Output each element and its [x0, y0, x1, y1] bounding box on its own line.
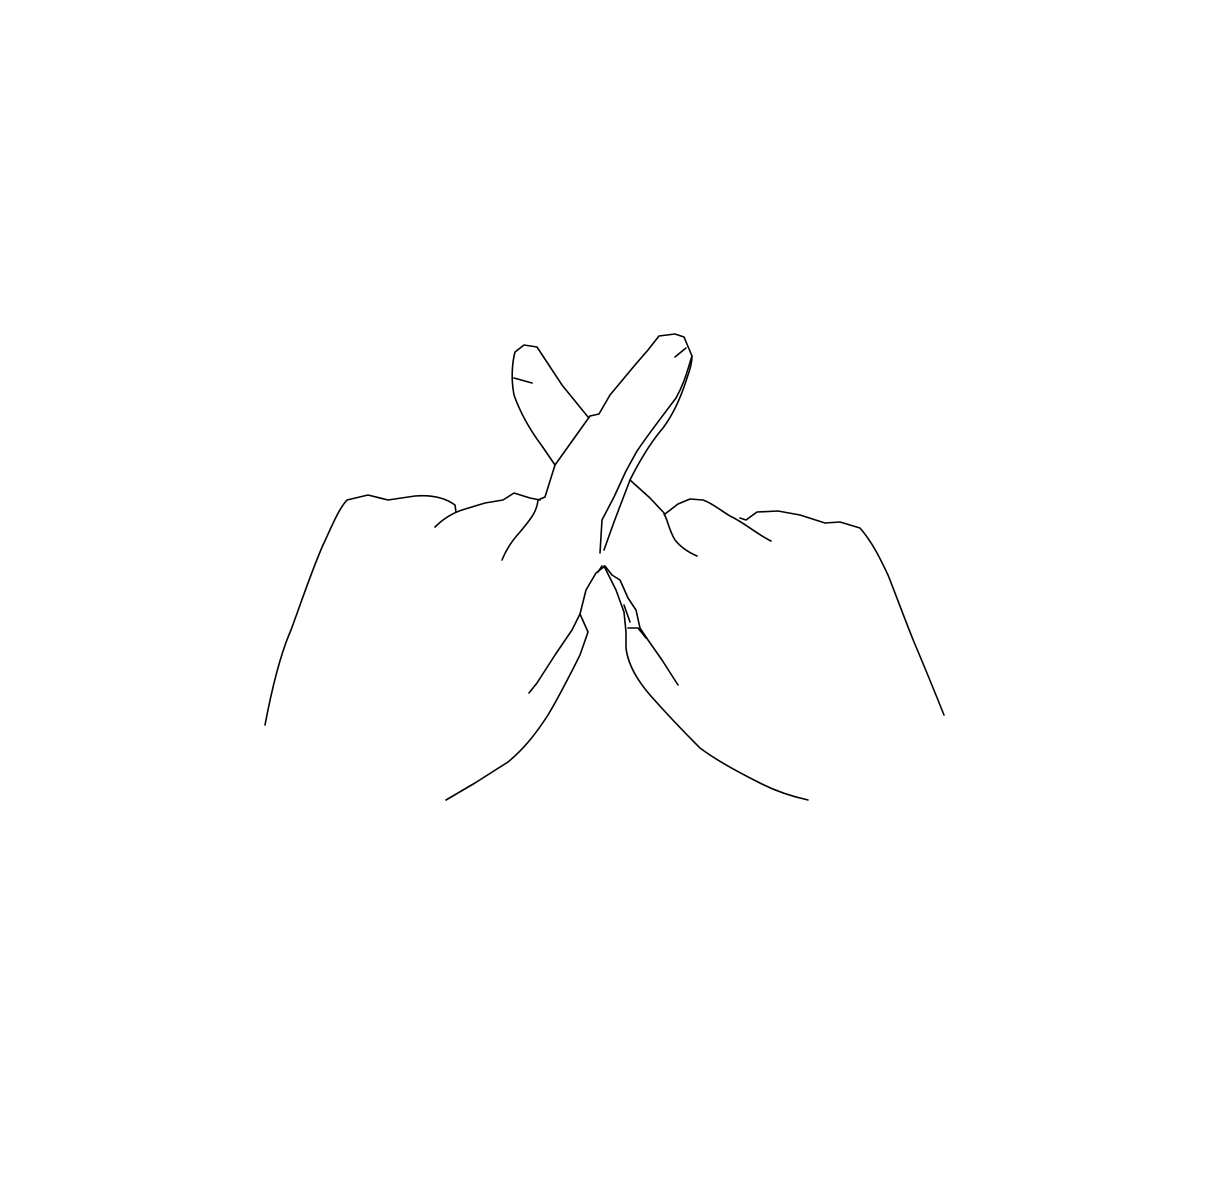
right-hand-knuckle-line [630, 480, 771, 541]
left-thumb-base [446, 614, 588, 800]
left-fingernail [514, 378, 532, 383]
stroke-group [265, 334, 944, 800]
crossing-fingernail [675, 348, 686, 357]
left-hand-outline [265, 495, 456, 725]
right-inner-finger [612, 575, 678, 685]
middle-finger-right-edge [604, 356, 692, 550]
middle-finger-left-edge [590, 334, 692, 553]
left-index-finger [502, 416, 590, 560]
right-index-finger [664, 514, 697, 556]
left-index-fingertip [512, 345, 588, 465]
right-thumb-base [604, 566, 808, 800]
center-fold-lines [598, 566, 646, 638]
left-hand-knuckle-line [435, 493, 540, 527]
